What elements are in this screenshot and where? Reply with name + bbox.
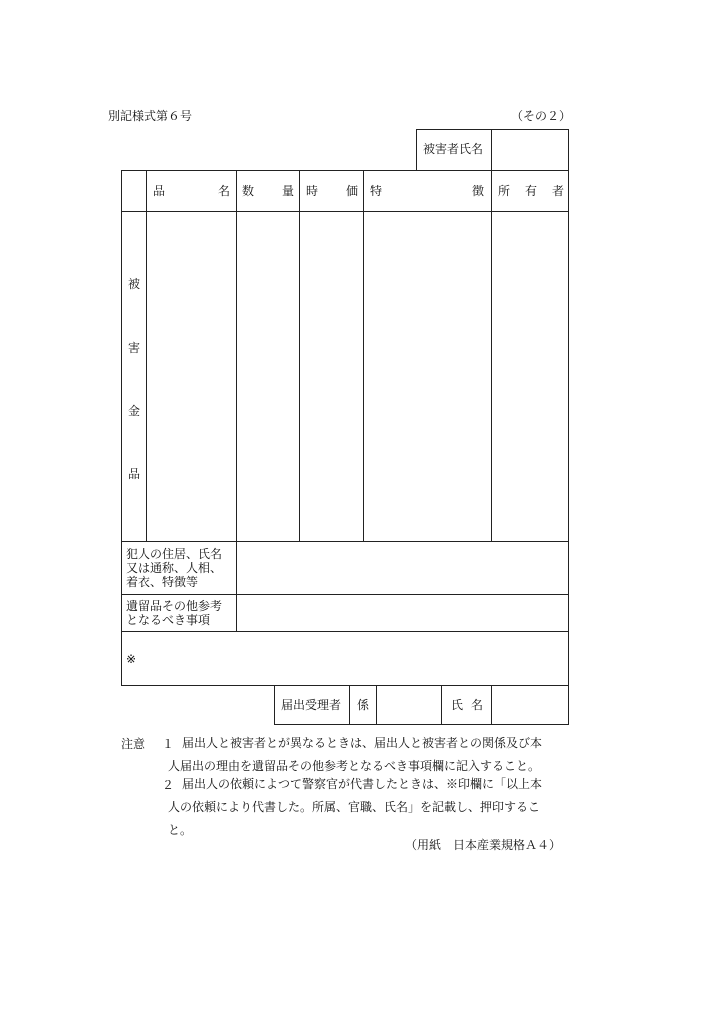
header-char: 者 (551, 184, 564, 198)
header-char: 特 (370, 184, 383, 198)
column-header-quantity (242, 184, 294, 198)
item-name-cell[interactable] (148, 213, 234, 539)
sheet-number: （その２） (511, 109, 572, 123)
note-line: と。 (168, 823, 193, 837)
column-header-features (370, 184, 484, 198)
note-line: 人の依頼により代書した。所属、官職、氏名」を記載し、押印するこ (168, 800, 541, 814)
note-line: 届出人の依頼によつて警察官が代書したときは、※印欄に「以上本 (182, 777, 543, 791)
name-field[interactable] (493, 687, 566, 723)
quantity-cell[interactable] (238, 213, 297, 539)
victim-name-field[interactable] (494, 131, 566, 167)
remnants-label: 遺留品その他参考 となるべき事項 (126, 599, 223, 627)
column-header-owner (498, 184, 564, 198)
remnants-field[interactable] (238, 596, 566, 629)
receiver-label: 届出受理者 (281, 698, 342, 712)
header-char: 徴 (471, 184, 484, 198)
header-char: 品 (153, 184, 166, 198)
form-name: 別記様式第６号 (108, 109, 193, 123)
note-number: ２ (162, 778, 175, 792)
header-char: 名 (470, 698, 483, 712)
header-char: 有 (524, 184, 537, 198)
features-cell[interactable] (365, 213, 489, 539)
row-label-char: 金 (128, 404, 141, 418)
header-char: 価 (345, 184, 358, 198)
header-char: 氏 (451, 698, 464, 712)
header-char: 数 (242, 184, 255, 198)
column-header-item-name (153, 184, 230, 198)
notes-heading: 注意 (121, 737, 146, 751)
header-char: 量 (281, 184, 294, 198)
remark-field[interactable] (145, 633, 566, 683)
row-label-char: 被 (128, 277, 141, 291)
name-label (451, 698, 483, 712)
row-label-char: 害 (128, 341, 141, 355)
header-char: 所 (498, 184, 511, 198)
column-header-market-value (306, 184, 358, 198)
row-label-char: 品 (128, 467, 141, 481)
note-line: 届出人と被害者とが異なるときは、届出人と被害者との関係及び本 (182, 736, 543, 750)
note-number: １ (162, 737, 175, 751)
remark-mark: ※ (126, 652, 137, 666)
section-label: 係 (357, 698, 370, 712)
section-field[interactable] (378, 687, 439, 723)
header-char: 時 (306, 184, 319, 198)
victim-name-label: 被害者氏名 (423, 142, 484, 156)
market-value-cell[interactable] (301, 213, 361, 539)
criminal-info-field[interactable] (238, 543, 566, 592)
paper-size-note: （用紙 日本産業規格Ａ４） (405, 838, 562, 852)
owner-cell[interactable] (493, 213, 566, 539)
criminal-info-label: 犯人の住居、氏名 又は通称、人相、 着衣、特徴等 (126, 547, 223, 589)
note-line: 人届出の理由を遺留品その他参考となるべき事項欄に記入すること。 (168, 759, 541, 773)
header-char: 名 (217, 184, 230, 198)
